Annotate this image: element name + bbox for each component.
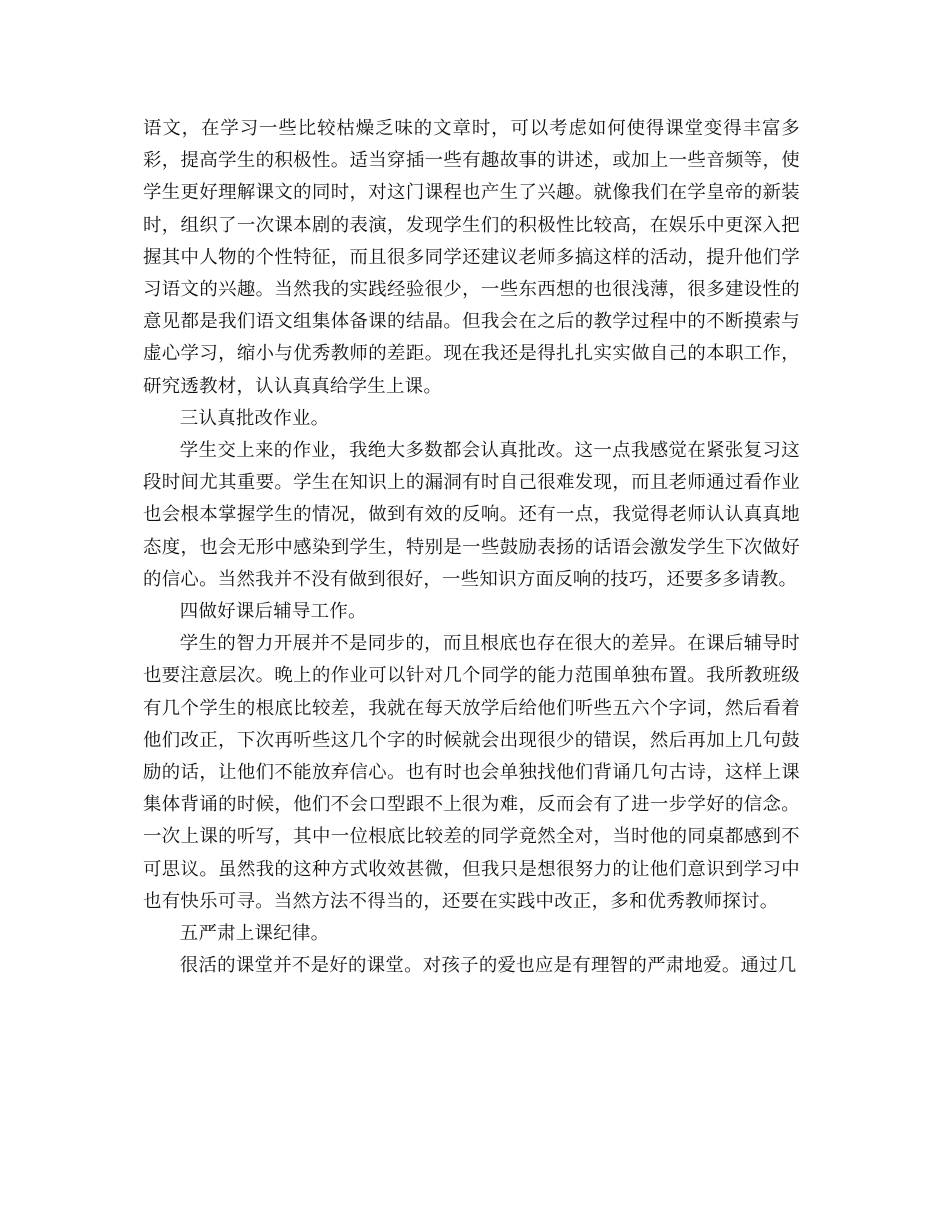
section-heading: 四做好课后辅导工作。 (179, 601, 367, 623)
body-paragraph: 学生的智力开展并不是同步的，而且根底也存在很大的差异。在课后辅导时也要注意层次。晚上的作业可以针对几个同学的能力范围单独布置。我所教班级有几个学生的根底比较差，我就在每天放学后给他们听些五六个字词，然后看着他们改正，下次再听些这几个字的时候就会出现很少的错误，然后再加上几句鼓励的话，让他们不能放弃信心。也有时也会单独找他们背诵几句古诗，这样上课集体背诵的时候，他们不会口型跟不上很为难，反而会有了进一步学好的信念。一次上课的听写，其中一位根底比较差的同学竟然全对，当时他的同桌都感到不可思议。虽然我的这种方式收效甚微，但我只是想很努力的让他们意识到学习中也有快乐可寻。当然方法不得当的，还要在实践中改正，多和优秀教师探讨。 (143, 633, 800, 912)
section-heading: 三认真批改作业。 (179, 407, 330, 429)
document-page (143, 113, 800, 982)
body-paragraph: 很活的课堂并不是好的课堂。对孩子的爱也应是有理智的严肃地爱。通过几 (179, 955, 797, 977)
body-paragraph: 学生交上来的作业，我绝大多数都会认真批改。这一点我感觉在紧张复习这段时间尤其重要。学生在知识上的漏洞有时自己很难发现，而且老师通过看作业也会根本掌握学生的情况，做到有效的反响。还有一点，我觉得老师认认真真地态度，也会无形中感染到学生，特别是一些鼓励表扬的话语会激发学生下次做好的信心。当然我并不没有做到很好，一些知识方面反响的技巧，还要多多请教。 (143, 440, 800, 590)
section-heading: 五严肃上课纪律。 (179, 923, 330, 945)
body-paragraph: 语文，在学习一些比较枯燥乏味的文章时，可以考虑如何使得课堂变得丰富多彩，提高学生的积极性。适当穿插一些有趣故事的讲述，或加上一些音频等，使学生更好理解课文的同时，对这门课程也产生了兴趣。就像我们在学皇帝的新装时，组织了一次课本剧的表演，发现学生们的积极性比较高，在娱乐中更深入把握其中人物的个性特征，而且很多同学还建议老师多搞这样的活动，提升他们学习语文的兴趣。当然我的实践经验很少，一些东西想的也很浅薄，很多建设性的意见都是我们语文组集体备课的结晶。但我会在之后的教学过程中的不断摸索与虚心学习，缩小与优秀教师的差距。现在我还是得扎扎实实做自己的本职工作，研究透教材，认认真真给学生上课。 (143, 118, 800, 397)
